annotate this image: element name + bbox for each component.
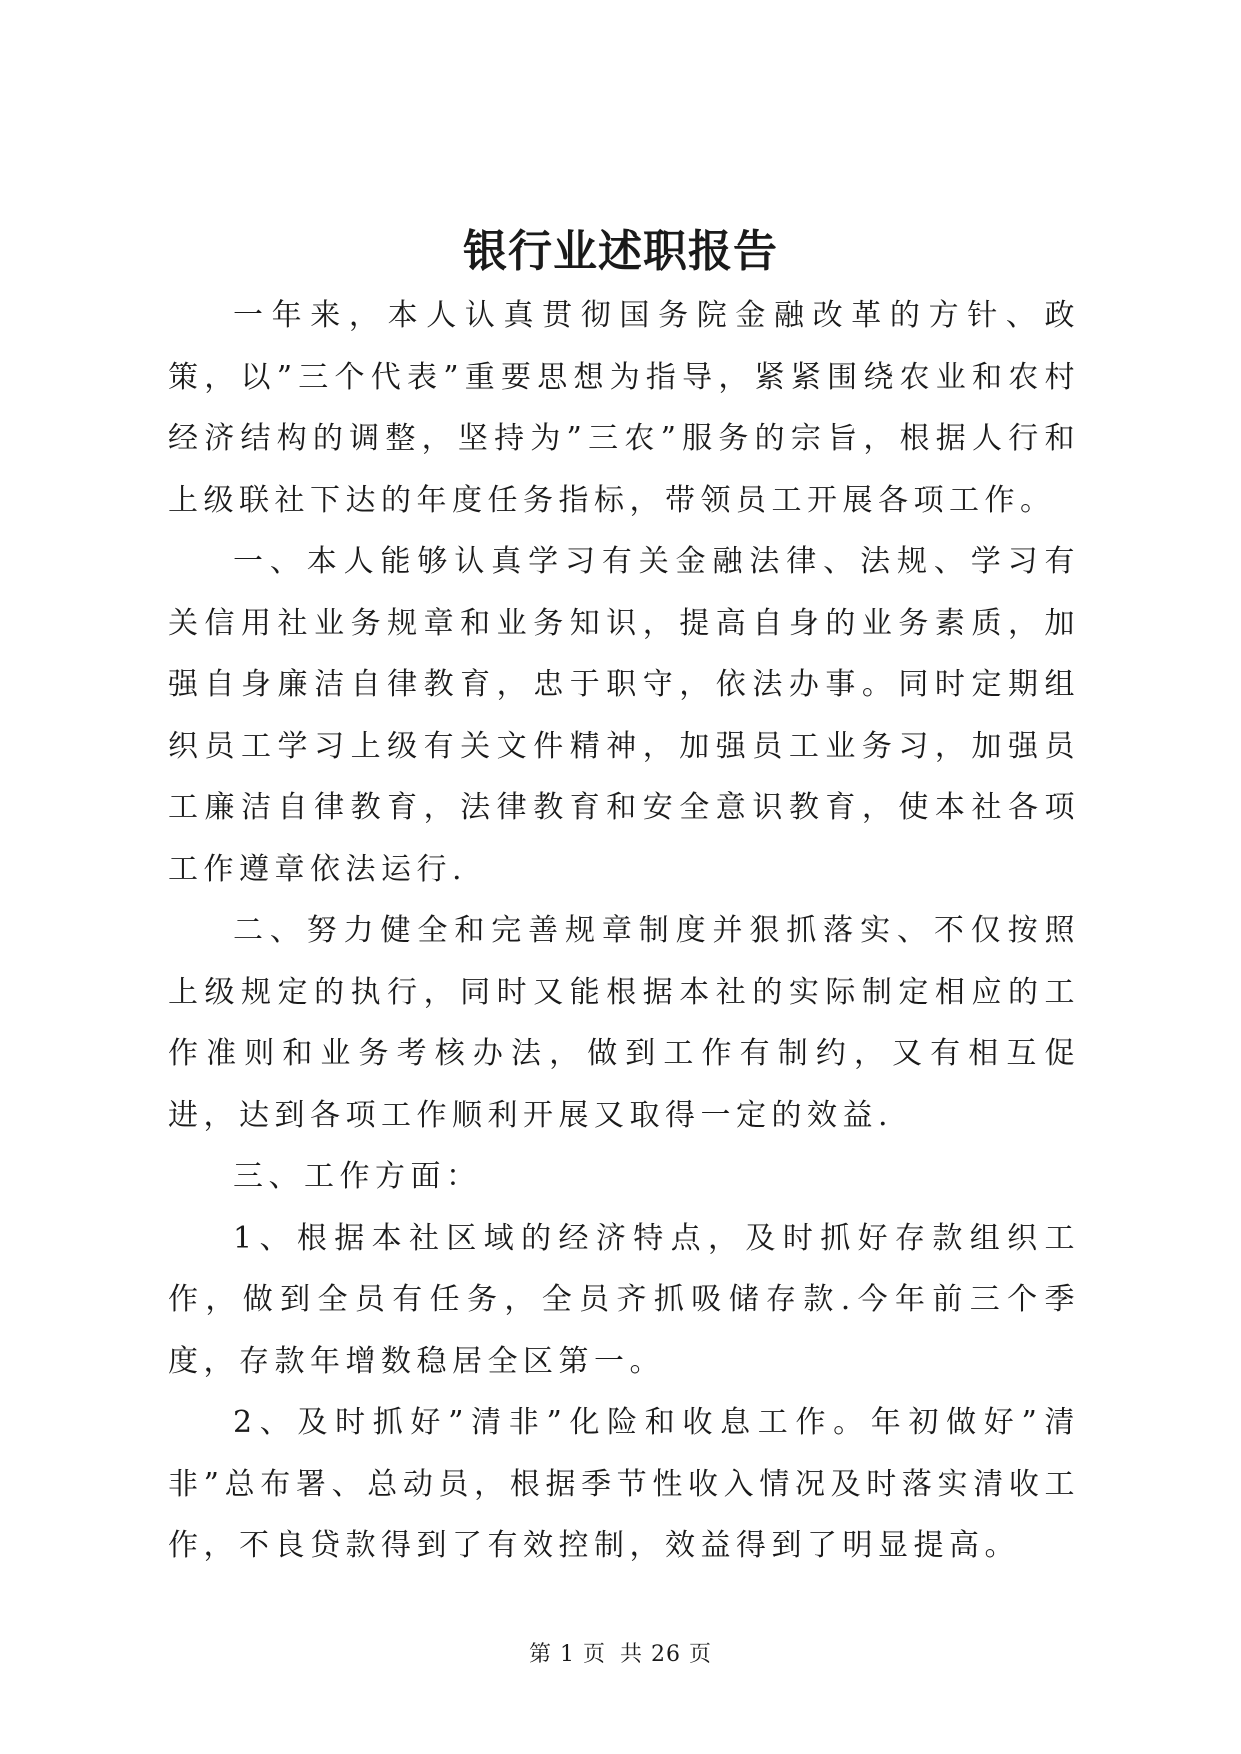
page-total: 共 26 页: [620, 1642, 712, 1667]
paragraph-section-3-heading: 三、工作方面：: [233, 1159, 482, 1194]
document-body: [168, 285, 1080, 1577]
paragraph-intro: 一年来，本人认真贯彻国务院金融改革的方针、政策，以”三个代表”重要思想为指导，紧紧围绕农业和农村经济结构的调整，坚持为”三农”服务的宗旨，根据人行和上级联社下达的年度任务指标，带领员工开展各项工作。: [168, 298, 1080, 518]
paragraph-item-1: 1、根据本社区域的经济特点，及时抓好存款组织工作，做到全员有任务，全员齐抓吸储存款.今年前三个季度，存款年增数稳居全区第一。: [168, 1220, 1080, 1379]
page-number: 第 1 页: [529, 1642, 606, 1667]
paragraph-section-2: 二、努力健全和完善规章制度并狠抓落实、不仅按照上级规定的执行，同时又能根据本社的实际制定相应的工作准则和业务考核办法，做到工作有制约，又有相互促进，达到各项工作顺利开展又取得一定的效益.: [168, 913, 1080, 1133]
paragraph-section-1: 一、本人能够认真学习有关金融法律、法规、学习有关信用社业务规章和业务知识，提高自身的业务素质，加强自身廉洁自律教育，忠于职守，依法办事。同时定期组织员工学习上级有关文件精神，加强员工业务习，加强员工廉洁自律教育，法律教育和安全意识教育，使本社各项工作遵章依法运行.: [168, 544, 1080, 887]
page-footer: [0, 1640, 1241, 1670]
document-title: 银行业述职报告: [463, 226, 778, 277]
paragraph-item-2: 2、及时抓好”清非”化险和收息工作。年初做好”清非”总布署、总动员，根据季节性收入情况及时落实清收工作，不良贷款得到了有效控制，效益得到了明显提高。: [168, 1405, 1080, 1563]
